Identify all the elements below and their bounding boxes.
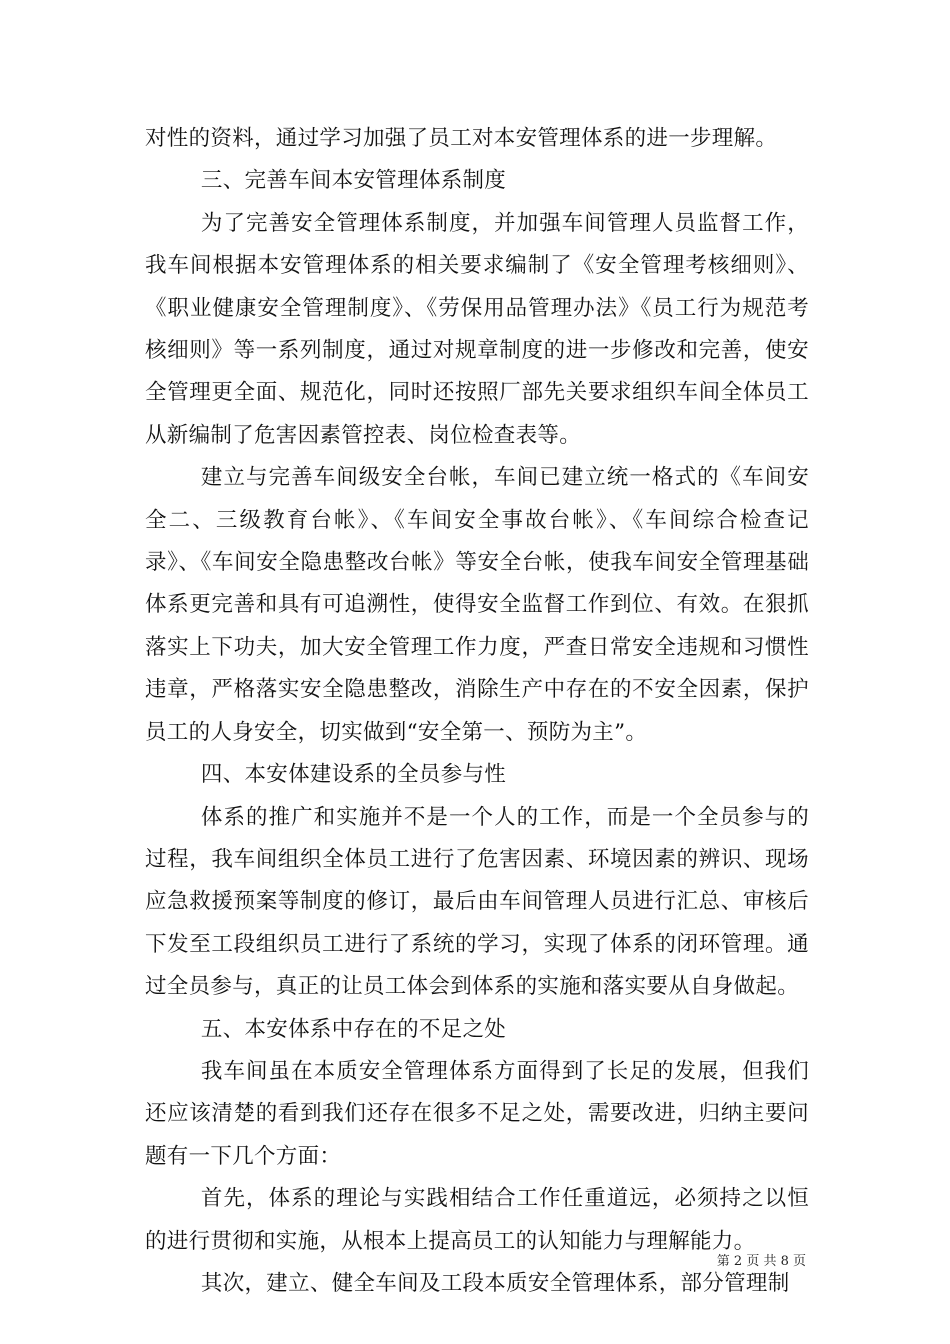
section-heading-3: 三、完善车间本安管理体系制度	[200, 168, 507, 194]
paragraph: 首先，体系的理论与实践相结合工作任重道远，必须持之以恒的进行贯彻和实施，从根本上提高员工的认知能力与理解能力。	[145, 1186, 809, 1254]
paragraph: 体系的推广和实施并不是一个人的工作，而是一个全员参与的过程，我车间组织全体员工进行了危害因素、环境因素的辨识、现场应急救援预案等制度的修订，最后由车间管理人员进行汇总、审核后下发至工段组织员工进行了系统的学习，实现了体系的闭环管理。通过全员参与，真正的让员工体会到体系的实施和落实要从自身做起。	[145, 804, 809, 1000]
document-body	[145, 118, 809, 1305]
section-heading-4: 四、本安体建设系的全员参与性	[200, 762, 507, 788]
section-heading-5: 五、本安体系中存在的不足之处	[200, 1016, 507, 1042]
paragraph: 我车间虽在本质安全管理体系方面得到了长足的发展，但我们还应该清楚的看到我们还存在很多不足之处，需要改进，归纳主要问题有一下几个方面：	[145, 1058, 809, 1169]
paragraph: 建立与完善车间级安全台帐，车间已建立统一格式的《车间安全二、三级教育台帐》、《车间安全事故台帐》、《车间综合检查记录》、《车间安全隐患整改台帐》等安全台帐，使我车间安全管理基础体系更完善和具有可追溯性，使得安全监督工作到位、有效。在狠抓落实上下功夫，加大安全管理工作力度，严查日常安全违规和习惯性违章，严格落实安全隐患整改，消除生产中存在的不安全因素，保护员工的人身安全，切实做到“安全第一、预防为主”。	[145, 465, 809, 745]
paragraph: 其次，建立、健全车间及工段本质安全管理体系，部分管理制	[200, 1270, 790, 1296]
page-number-footer: 第 2 页 共 8 页	[716, 1254, 806, 1269]
paragraph-continuation: 对性的资料，通过学习加强了员工对本安管理体系的进一步理解。	[145, 126, 778, 151]
paragraph: 为了完善安全管理体系制度，并加强车间管理人员监督工作，我车间根据本安管理体系的相关要求编制了《安全管理考核细则》、《职业健康安全管理制度》、《劳保用品管理办法》《员工行为规范考核细则》等一系列制度，通过对规章制度的进一步修改和完善，使安全管理更全面、规范化，同时还按照厂部先关要求组织车间全体员工从新编制了危害因素管控表、岗位检查表等。	[145, 210, 809, 448]
